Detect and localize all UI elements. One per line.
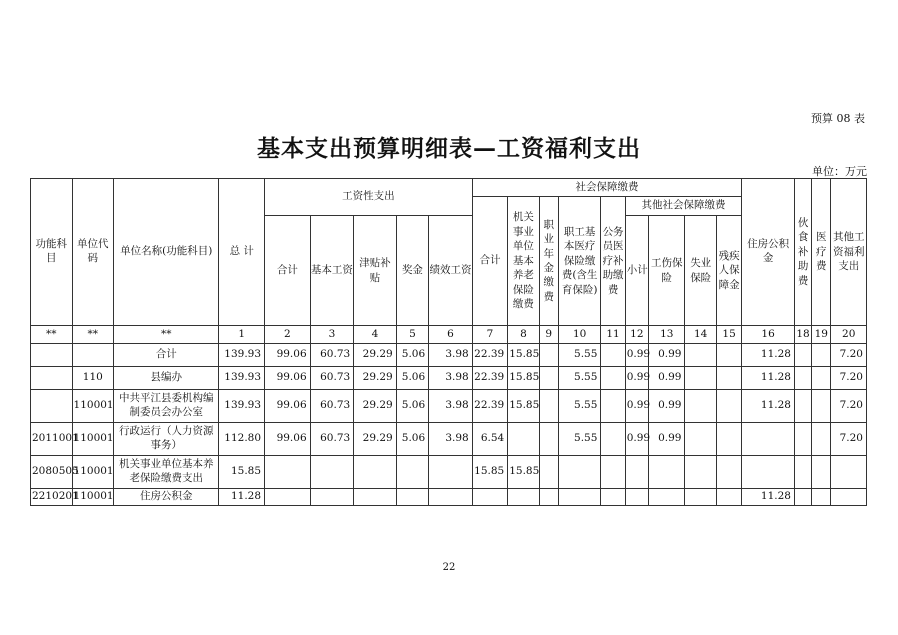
cell-total: 15.85	[219, 456, 265, 489]
cell-civil	[601, 456, 625, 489]
cell-medical: 5.55	[558, 367, 601, 390]
cell-injury	[649, 456, 685, 489]
cell-other_sub: 0.99	[625, 390, 648, 423]
index-cell: 9	[539, 326, 558, 344]
cell-medfee	[812, 344, 831, 367]
cell-medical: 5.55	[558, 390, 601, 423]
header-social-group: 社会保障缴费	[472, 179, 742, 197]
cell-meal	[794, 344, 811, 367]
index-row	[31, 326, 867, 344]
cell-injury: 0.99	[649, 367, 685, 390]
cell-allow: 29.29	[354, 367, 397, 390]
cell-code: 2080505	[31, 456, 73, 489]
cell-name: 住房公积金	[114, 489, 219, 506]
header-unemployment: 失业保险	[685, 216, 716, 326]
cell-perf: 3.98	[429, 390, 473, 423]
cell-meal	[794, 489, 811, 506]
cell-annuity	[539, 390, 558, 423]
index-cell: **	[114, 326, 219, 344]
cell-unit: 110001	[72, 456, 114, 489]
index-cell: 3	[310, 326, 354, 344]
cell-civil	[601, 367, 625, 390]
cell-pension	[508, 423, 539, 456]
cell-civil	[601, 423, 625, 456]
cell-allow: 29.29	[354, 390, 397, 423]
index-cell: 19	[812, 326, 831, 344]
cell-unit	[72, 344, 114, 367]
header-allowance: 津贴补贴	[354, 216, 397, 326]
cell-medical: 5.55	[558, 423, 601, 456]
header-other-social-group: 其他社会保障缴费	[625, 197, 742, 216]
cell-housing: 11.28	[742, 367, 795, 390]
cell-disab	[716, 390, 741, 423]
cell-civil	[601, 489, 625, 506]
cell-wage_total: 99.06	[265, 423, 311, 456]
cell-code: 2011001	[31, 423, 73, 456]
cell-annuity	[539, 456, 558, 489]
index-cell: 14	[685, 326, 716, 344]
cell-bonus: 5.06	[396, 423, 428, 456]
cell-annuity	[539, 423, 558, 456]
cell-unemp	[685, 456, 716, 489]
cell-bonus	[396, 489, 428, 506]
cell-wage_total	[265, 489, 311, 506]
cell-other: 7.20	[831, 344, 867, 367]
table-row	[31, 367, 867, 390]
cell-bonus: 5.06	[396, 344, 428, 367]
cell-total: 139.93	[219, 344, 265, 367]
cell-injury: 0.99	[649, 423, 685, 456]
cell-other	[831, 489, 867, 506]
cell-medfee	[812, 390, 831, 423]
cell-allow: 29.29	[354, 423, 397, 456]
budget-table	[30, 178, 867, 506]
cell-other: 7.20	[831, 423, 867, 456]
cell-code	[31, 390, 73, 423]
cell-name: 合计	[114, 344, 219, 367]
cell-basic	[310, 456, 354, 489]
index-cell: 11	[601, 326, 625, 344]
cell-perf: 3.98	[429, 423, 473, 456]
cell-social_total: 22.39	[472, 344, 507, 367]
header-wage-group: 工资性支出	[265, 179, 473, 216]
table-row	[31, 456, 867, 489]
cell-social_total	[472, 489, 507, 506]
header-unit-code: 单位代码	[72, 179, 114, 326]
header-bonus: 奖金	[396, 216, 428, 326]
cell-perf	[429, 489, 473, 506]
cell-wage_total	[265, 456, 311, 489]
index-cell: **	[72, 326, 114, 344]
index-cell: 12	[625, 326, 648, 344]
header-disability: 残疾人保障金	[716, 216, 741, 326]
cell-wage_total: 99.06	[265, 344, 311, 367]
index-cell: 7	[472, 326, 507, 344]
cell-civil	[601, 344, 625, 367]
cell-social_total: 22.39	[472, 367, 507, 390]
header-civil-medical: 公务员医疗补助缴费	[601, 197, 625, 326]
cell-unemp	[685, 390, 716, 423]
cell-disab	[716, 423, 741, 456]
cell-bonus: 5.06	[396, 390, 428, 423]
index-cell: 13	[649, 326, 685, 344]
cell-bonus: 5.06	[396, 367, 428, 390]
index-cell: 5	[396, 326, 428, 344]
cell-injury	[649, 489, 685, 506]
cell-annuity	[539, 489, 558, 506]
cell-unemp	[685, 367, 716, 390]
index-cell: 16	[742, 326, 795, 344]
cell-pension: 15.85	[508, 456, 539, 489]
cell-other_sub: 0.99	[625, 423, 648, 456]
cell-disab	[716, 489, 741, 506]
cell-annuity	[539, 344, 558, 367]
table-row	[31, 423, 867, 456]
index-cell: 2	[265, 326, 311, 344]
index-cell: 1	[219, 326, 265, 344]
cell-unit: 110001	[72, 423, 114, 456]
cell-other_sub	[625, 456, 648, 489]
cell-housing	[742, 423, 795, 456]
unit-label: 单位：万元	[812, 165, 867, 178]
cell-basic	[310, 489, 354, 506]
header-unit-name: 单位名称(功能科目)	[114, 179, 219, 326]
cell-housing: 11.28	[742, 390, 795, 423]
cell-total: 139.93	[219, 390, 265, 423]
cell-name: 中共平江县委机构编制委员会办公室	[114, 390, 219, 423]
cell-disab	[716, 456, 741, 489]
header-func-code: 功能科目	[31, 179, 73, 326]
cell-medical	[558, 489, 601, 506]
header-wage-subtotal: 合计	[265, 216, 311, 326]
cell-code	[31, 367, 73, 390]
cell-other: 7.20	[831, 390, 867, 423]
cell-basic: 60.73	[310, 390, 354, 423]
header-social-subtotal: 合计	[472, 197, 507, 326]
table-row	[31, 489, 867, 506]
index-cell: 10	[558, 326, 601, 344]
cell-basic: 60.73	[310, 423, 354, 456]
cell-pension: 15.85	[508, 367, 539, 390]
cell-social_total: 15.85	[472, 456, 507, 489]
cell-pension: 15.85	[508, 344, 539, 367]
cell-code: 2210201	[31, 489, 73, 506]
table-row	[31, 344, 867, 367]
cell-disab	[716, 344, 741, 367]
cell-medfee	[812, 456, 831, 489]
cell-meal	[794, 423, 811, 456]
cell-total: 11.28	[219, 489, 265, 506]
header-housing: 住房公积金	[742, 179, 795, 326]
cell-housing	[742, 456, 795, 489]
cell-civil	[601, 390, 625, 423]
cell-injury: 0.99	[649, 344, 685, 367]
cell-perf: 3.98	[429, 367, 473, 390]
cell-injury: 0.99	[649, 390, 685, 423]
cell-social_total: 22.39	[472, 390, 507, 423]
table-row	[31, 390, 867, 423]
cell-name: 行政运行（人力资源事务）	[114, 423, 219, 456]
cell-medfee	[812, 489, 831, 506]
cell-total: 139.93	[219, 367, 265, 390]
index-cell: 8	[508, 326, 539, 344]
index-cell: 6	[429, 326, 473, 344]
cell-housing: 11.28	[742, 344, 795, 367]
cell-unemp	[685, 489, 716, 506]
cell-disab	[716, 367, 741, 390]
cell-unit: 110	[72, 367, 114, 390]
cell-allow: 29.29	[354, 344, 397, 367]
header-injury: 工伤保险	[649, 216, 685, 326]
cell-annuity	[539, 367, 558, 390]
cell-other_sub: 0.99	[625, 367, 648, 390]
cell-medical: 5.55	[558, 344, 601, 367]
cell-medical	[558, 456, 601, 489]
header-basic-wage: 基本工资	[310, 216, 354, 326]
header-medical-fee: 医疗费	[812, 179, 831, 326]
cell-other	[831, 456, 867, 489]
cell-pension	[508, 489, 539, 506]
header-total: 总 计	[219, 179, 265, 326]
index-cell: **	[31, 326, 73, 344]
header-performance: 绩效工资	[429, 216, 473, 326]
index-cell: 18	[794, 326, 811, 344]
header-medical: 职工基本医疗保险缴费(含生育保险)	[558, 197, 601, 326]
cell-allow	[354, 489, 397, 506]
cell-perf	[429, 456, 473, 489]
cell-code	[31, 344, 73, 367]
cell-meal	[794, 456, 811, 489]
header-annuity: 职业年金缴费	[539, 197, 558, 326]
cell-housing: 11.28	[742, 489, 795, 506]
cell-name: 机关事业单位基本养老保险缴费支出	[114, 456, 219, 489]
index-cell: 15	[716, 326, 741, 344]
cell-other: 7.20	[831, 367, 867, 390]
page-number: 22	[442, 562, 456, 573]
cell-unit: 110001	[72, 390, 114, 423]
cell-unemp	[685, 423, 716, 456]
page-title: 基本支出预算明细表—工资福利支出	[257, 135, 641, 162]
table-number: 预算 08 表	[811, 112, 865, 125]
index-cell: 4	[354, 326, 397, 344]
cell-unemp	[685, 344, 716, 367]
cell-wage_total: 99.06	[265, 390, 311, 423]
header-meal: 伙食补助费	[794, 179, 811, 326]
index-cell: 20	[831, 326, 867, 344]
header-other-welfare: 其他工资福利支出	[831, 179, 867, 326]
cell-unit: 110001	[72, 489, 114, 506]
cell-total: 112.80	[219, 423, 265, 456]
cell-basic: 60.73	[310, 367, 354, 390]
cell-allow	[354, 456, 397, 489]
cell-wage_total: 99.06	[265, 367, 311, 390]
cell-bonus	[396, 456, 428, 489]
cell-name: 县编办	[114, 367, 219, 390]
cell-medfee	[812, 367, 831, 390]
cell-other_sub: 0.99	[625, 344, 648, 367]
cell-meal	[794, 390, 811, 423]
cell-other_sub	[625, 489, 648, 506]
cell-pension: 15.85	[508, 390, 539, 423]
cell-social_total: 6.54	[472, 423, 507, 456]
cell-perf: 3.98	[429, 344, 473, 367]
cell-medfee	[812, 423, 831, 456]
header-other-subtotal: 小计	[625, 216, 648, 326]
cell-basic: 60.73	[310, 344, 354, 367]
header-pension: 机关事业单位基本养老保险缴费	[508, 197, 539, 326]
cell-meal	[794, 367, 811, 390]
